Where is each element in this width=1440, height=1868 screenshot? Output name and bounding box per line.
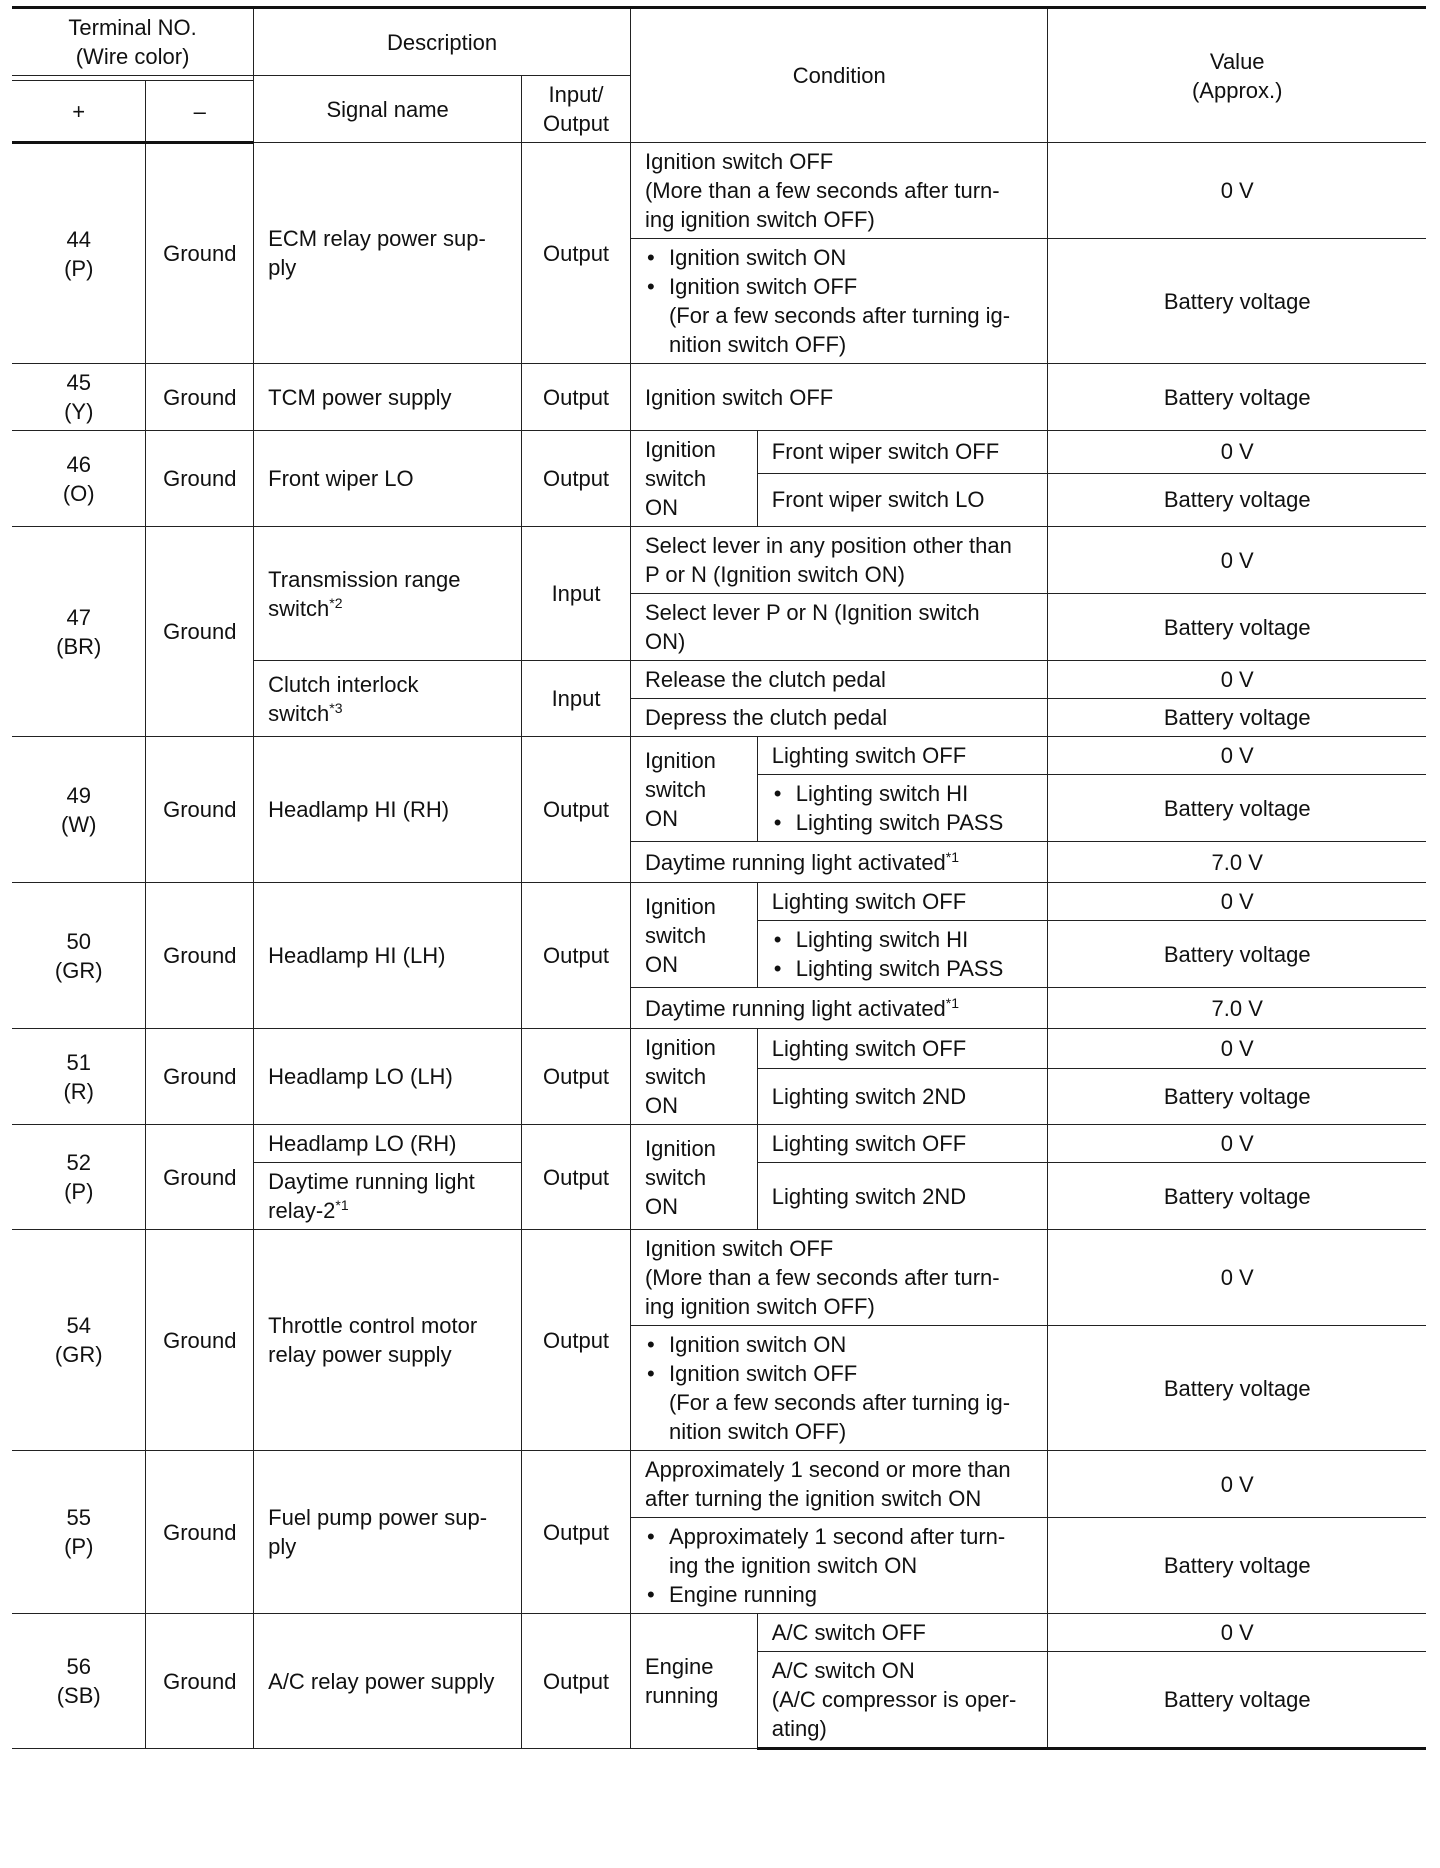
table-row — [12, 883, 1426, 921]
terminal-number: 54 (GR) — [12, 1230, 146, 1451]
value: Battery voltage — [1048, 594, 1426, 661]
ground-cell: Ground — [146, 143, 254, 364]
condition: A/C switch ON (A/C compressor is oper- ating) — [757, 1652, 1048, 1749]
condition-label: Ignition switch ON — [630, 431, 757, 527]
ground-cell: Ground — [146, 1451, 254, 1614]
value: Battery voltage — [1048, 473, 1426, 526]
value: 0 V — [1048, 1230, 1426, 1326]
header-description: Description — [254, 8, 631, 76]
terminal-number: 44 (P) — [12, 143, 146, 364]
header-minus: – — [146, 81, 254, 143]
table-row — [12, 1125, 1426, 1163]
value: Battery voltage — [1048, 1069, 1426, 1125]
header-signal-name: Signal name — [254, 76, 522, 143]
condition: Lighting switch 2ND — [757, 1163, 1048, 1230]
io-type: Output — [522, 1451, 631, 1614]
value: Battery voltage — [1048, 775, 1426, 842]
condition: Release the clutch pedal — [630, 661, 1047, 699]
signal-name: Headlamp HI (RH) — [254, 737, 522, 883]
io-type: Output — [522, 1125, 631, 1230]
value: 7.0 V — [1048, 842, 1426, 883]
terminal-number: 46 (O) — [12, 431, 146, 527]
signal-name: TCM power supply — [254, 364, 522, 431]
value: Battery voltage — [1048, 1163, 1426, 1230]
table-row — [12, 527, 1426, 594]
condition: Lighting switch 2ND — [757, 1069, 1048, 1125]
terminal-number: 55 (P) — [12, 1451, 146, 1614]
ground-cell: Ground — [146, 1029, 254, 1125]
table-row — [12, 737, 1426, 775]
header-plus: + — [12, 81, 146, 143]
value: 7.0 V — [1048, 988, 1426, 1029]
io-type: Output — [522, 1029, 631, 1125]
terminal-table — [12, 6, 1426, 1750]
condition: Depress the clutch pedal — [630, 699, 1047, 737]
io-type: Output — [522, 737, 631, 883]
condition: Lighting switch OFF — [757, 1029, 1048, 1069]
value: Battery voltage — [1048, 1326, 1426, 1451]
condition-label: Engine running — [630, 1614, 757, 1749]
value: 0 V — [1048, 1614, 1426, 1652]
condition: Approximately 1 second or more than after turning the ignition switch ON — [630, 1451, 1047, 1518]
ground-cell: Ground — [146, 527, 254, 737]
table-row — [12, 143, 1426, 239]
table-row — [12, 1614, 1426, 1652]
header-value: Value (Approx.) — [1048, 8, 1426, 143]
value: Battery voltage — [1048, 364, 1426, 431]
ground-cell: Ground — [146, 1230, 254, 1451]
value: 0 V — [1048, 661, 1426, 699]
value: 0 V — [1048, 1029, 1426, 1069]
io-type: Input — [522, 527, 631, 661]
io-type: Output — [522, 364, 631, 431]
header-terminal-no: Terminal NO. (Wire color) — [12, 8, 254, 76]
terminal-number: 51 (R) — [12, 1029, 146, 1125]
value: 0 V — [1048, 143, 1426, 239]
signal-name: Front wiper LO — [254, 431, 522, 527]
io-type: Output — [522, 883, 631, 1029]
signal-name: Headlamp LO (LH) — [254, 1029, 522, 1125]
signal-name: Fuel pump power sup- ply — [254, 1451, 522, 1614]
condition: Select lever in any position other than P or N (Ignition switch ON) — [630, 527, 1047, 594]
condition: • Approximately 1 second after turn- ing the ignition switch ON • Engine running — [630, 1518, 1047, 1614]
header-input-output: Input/ Output — [522, 76, 631, 143]
condition: Ignition switch OFF (More than a few seconds after turn- ing ignition switch OFF) — [630, 143, 1047, 239]
signal-name: Headlamp LO (RH) — [254, 1125, 522, 1163]
terminal-number: 52 (P) — [12, 1125, 146, 1230]
io-type: Output — [522, 1230, 631, 1451]
condition: Lighting switch OFF — [757, 737, 1048, 775]
signal-name: Transmission range switch$^{*2}$ — [254, 527, 522, 661]
value: 0 V — [1048, 431, 1426, 474]
condition: Lighting switch OFF — [757, 1125, 1048, 1163]
condition: Ignition switch OFF (More than a few seconds after turn- ing ignition switch OFF) — [630, 1230, 1047, 1326]
table-row — [12, 364, 1426, 431]
io-type: Input — [522, 661, 631, 737]
value: Battery voltage — [1048, 239, 1426, 364]
value: Battery voltage — [1048, 699, 1426, 737]
header-condition: Condition — [630, 8, 1047, 143]
condition-label: Ignition switch ON — [630, 883, 757, 988]
terminal-number: 47 (BR) — [12, 527, 146, 737]
condition: Daytime running light activated$^{*1}$ — [630, 842, 1047, 883]
terminal-number: 56 (SB) — [12, 1614, 146, 1749]
signal-name: Headlamp HI (LH) — [254, 883, 522, 1029]
condition: • Lighting switch HI • Lighting switch PASS — [757, 775, 1048, 842]
value: 0 V — [1048, 1125, 1426, 1163]
signal-name: Throttle control motor relay power supply — [254, 1230, 522, 1451]
condition-label: Ignition switch ON — [630, 1125, 757, 1230]
signal-name: A/C relay power supply — [254, 1614, 522, 1749]
value: 0 V — [1048, 737, 1426, 775]
condition-label: Ignition switch ON — [630, 737, 757, 842]
condition: Lighting switch OFF — [757, 883, 1048, 921]
condition: Front wiper switch LO — [757, 473, 1048, 526]
value: Battery voltage — [1048, 1518, 1426, 1614]
terminal-number: 49 (W) — [12, 737, 146, 883]
table-row — [12, 431, 1426, 474]
signal-name: ECM relay power sup- ply — [254, 143, 522, 364]
condition: A/C switch OFF — [757, 1614, 1048, 1652]
ground-cell: Ground — [146, 883, 254, 1029]
table-row — [12, 1451, 1426, 1518]
ground-cell: Ground — [146, 737, 254, 883]
signal-name: Daytime running light relay-2$^{*1}$ — [254, 1163, 522, 1230]
condition: Daytime running light activated$^{*1}$ — [630, 988, 1047, 1029]
value: 0 V — [1048, 883, 1426, 921]
table-row — [12, 1230, 1426, 1326]
condition: • Ignition switch ON • Ignition switch OFF (For a few seconds after turning ig- nition switch OFF) — [630, 239, 1047, 364]
condition: Select lever P or N (Ignition switch ON) — [630, 594, 1047, 661]
condition-label: Ignition switch ON — [630, 1029, 757, 1125]
value: 0 V — [1048, 527, 1426, 594]
ground-cell: Ground — [146, 1125, 254, 1230]
condition: Front wiper switch OFF — [757, 431, 1048, 474]
io-type: Output — [522, 143, 631, 364]
value: 0 V — [1048, 1451, 1426, 1518]
table-header-row — [12, 8, 1426, 76]
condition: Ignition switch OFF — [630, 364, 1047, 431]
signal-name: Clutch interlock switch$^{*3}$ — [254, 661, 522, 737]
ground-cell: Ground — [146, 431, 254, 527]
terminal-number: 50 (GR) — [12, 883, 146, 1029]
terminal-number: 45 (Y) — [12, 364, 146, 431]
io-type: Output — [522, 431, 631, 527]
condition: • Ignition switch ON • Ignition switch OFF (For a few seconds after turning ig- nition switch OFF) — [630, 1326, 1047, 1451]
ground-cell: Ground — [146, 1614, 254, 1749]
ground-cell: Ground — [146, 364, 254, 431]
condition: • Lighting switch HI • Lighting switch PASS — [757, 921, 1048, 988]
table-row — [12, 1029, 1426, 1069]
value: Battery voltage — [1048, 1652, 1426, 1749]
io-type: Output — [522, 1614, 631, 1749]
value: Battery voltage — [1048, 921, 1426, 988]
